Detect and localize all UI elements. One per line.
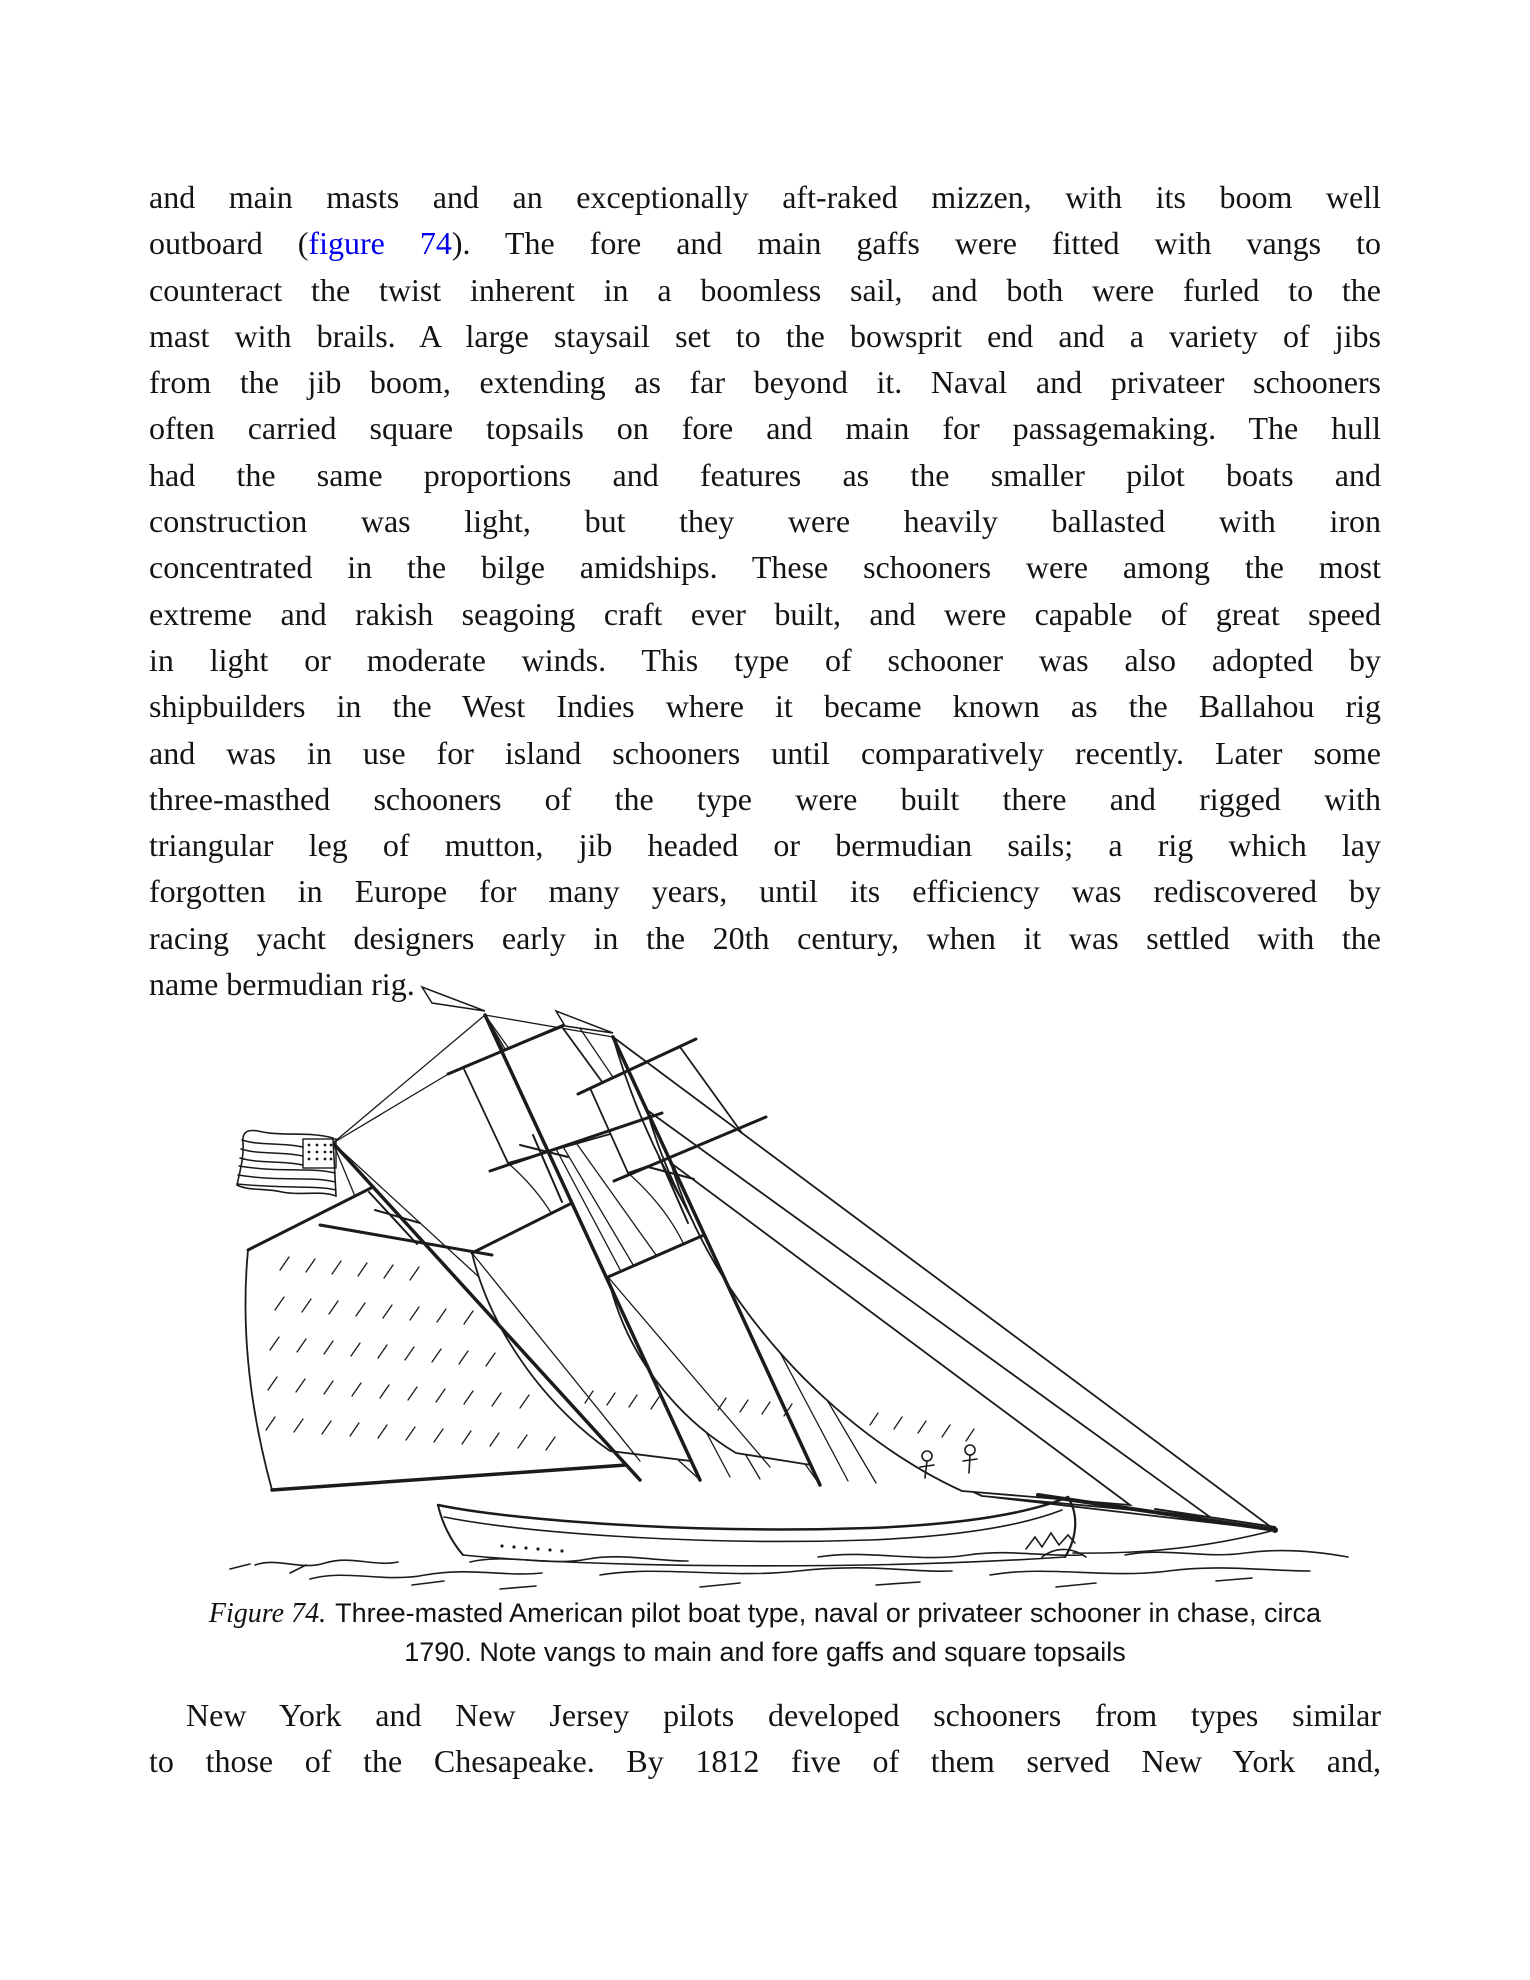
text-line: racing yacht designers early in the 20th century, when it was settled with the: [149, 919, 1381, 956]
text-line: forgotten in Europe for many years, until its efficiency was rediscovered by: [149, 873, 1381, 910]
text-line: and main masts and an exceptionally aft-raked mizzen, with its boom well: [149, 179, 1381, 215]
text-line: concentrated in the bilge amidships. These schooners were among the most: [149, 549, 1381, 586]
text-line: counteract the twist inherent in a boomless sail, and both were furled to the: [149, 271, 1381, 308]
figure-caption-text-2: 1790. Note vangs to main and fore gaffs and square topsails: [404, 1637, 1126, 1667]
text-line: name bermudian rig.: [149, 966, 415, 1003]
text-line: three-masthed schooners of the type were built there and rigged with: [149, 780, 1381, 817]
text-line: extreme and rakish seagoing craft ever built, and were capable of great speed: [149, 595, 1381, 632]
text-line: triangular leg of mutton, jib headed or bermudian sails; a rig which lay: [149, 827, 1381, 864]
body-paragraph-continued: [149, 174, 1381, 1007]
figure-caption: [149, 1594, 1381, 1671]
body-paragraph: [149, 1692, 1381, 1785]
figure-74-illustration: [170, 905, 1365, 1595]
text-line: from the jib boom, extending as far beyond it. Naval and privateer schooners: [149, 364, 1381, 401]
american-flag: [237, 1131, 336, 1197]
text-line: had the same proportions and features as the smaller pilot boats and: [149, 456, 1381, 493]
text-line: outboard (figure 74). The fore and main gaffs were fitted with vangs to: [149, 225, 1382, 262]
masthead-pennants: [422, 987, 613, 1033]
text-line: in light or moderate winds. This type of schooner was also adopted by: [149, 641, 1381, 678]
figure-caption-line-1: [149, 1594, 1381, 1633]
text-line: construction was light, but they were heavily ballasted with iron: [149, 503, 1381, 540]
figure-caption-text-1: Three-masted American pilot boat type, naval or privateer schooner in chase, circa: [335, 1598, 1322, 1628]
figure-caption-label: Figure 74.: [208, 1598, 327, 1629]
text-line: and was in use for island schooners until comparatively recently. Later some: [149, 734, 1381, 771]
text-line: to those of the Chesapeake. By 1812 five of them served New York and,: [149, 1743, 1381, 1780]
text-line: New York and New Jersey pilots developed schooners from types similar: [186, 1697, 1381, 1733]
text-line: mast with brails. A large staysail set to the bowsprit end and a variety of jibs: [149, 317, 1381, 354]
figure-caption-line-2: [149, 1633, 1381, 1671]
schooner-drawing: [170, 905, 1365, 1595]
figure-74-link[interactable]: figure 74: [308, 225, 452, 262]
text-line: shipbuilders in the West Indies where it became known as the Ballahou rig: [149, 688, 1381, 725]
text-line: often carried square topsails on fore and main for passagemaking. The hull: [149, 410, 1381, 447]
hull: [438, 1497, 1075, 1566]
